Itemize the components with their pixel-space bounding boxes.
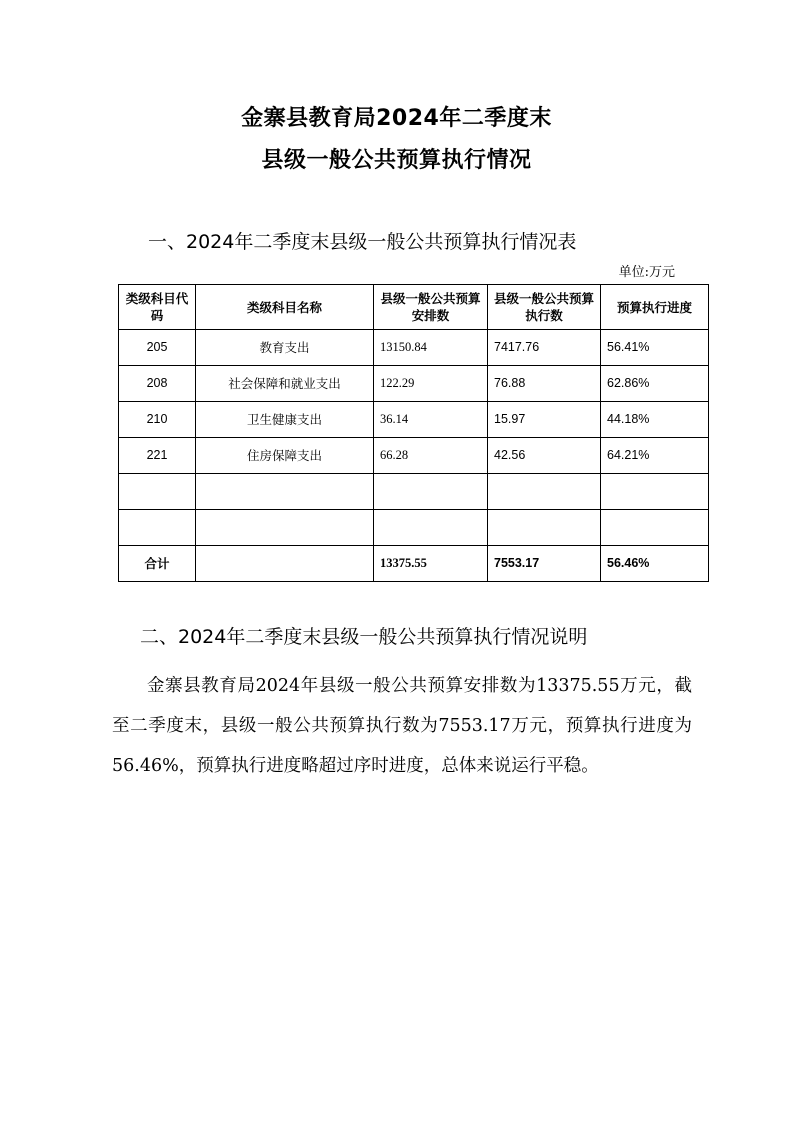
cell-progress: 64.21%: [601, 438, 709, 474]
table-header-row: [119, 285, 709, 330]
empty-cell: [119, 510, 196, 546]
cell-name: 卫生健康支出: [196, 402, 374, 438]
cell-executed: 76.88: [488, 366, 601, 402]
cell-budget: 13150.84: [374, 330, 488, 366]
cell-budget: 66.28: [374, 438, 488, 474]
empty-cell: [119, 474, 196, 510]
cell-progress: 56.41%: [601, 330, 709, 366]
empty-cell: [196, 546, 374, 582]
cell-executed: 15.97: [488, 402, 601, 438]
cell-code: 221: [119, 438, 196, 474]
explanation-text: [112, 666, 692, 786]
cell-code: 205: [119, 330, 196, 366]
header-code: 类级科目代码: [119, 285, 196, 330]
empty-cell: [601, 474, 709, 510]
empty-row: [119, 510, 709, 546]
empty-row: [119, 474, 709, 510]
cell-progress: 62.86%: [601, 366, 709, 402]
cell-code: 210: [119, 402, 196, 438]
section2-heading: 二、2024年二季度末县级一般公共预算执行情况说明: [140, 626, 588, 648]
cell-executed: 42.56: [488, 438, 601, 474]
cell-progress: 44.18%: [601, 402, 709, 438]
empty-cell: [488, 510, 601, 546]
section1-heading: 一、2024年二季度末县级一般公共预算执行情况表: [148, 231, 577, 253]
cell-name: 教育支出: [196, 330, 374, 366]
table-row: [119, 330, 709, 366]
empty-cell: [196, 510, 374, 546]
cell-budget: 122.29: [374, 366, 488, 402]
empty-cell: [374, 510, 488, 546]
empty-cell: [196, 474, 374, 510]
total-label: 合计: [119, 546, 196, 582]
header-progress: 预算执行进度: [601, 285, 709, 330]
cell-code: 208: [119, 366, 196, 402]
empty-cell: [374, 474, 488, 510]
document-title-line2: 县级一般公共预算执行情况: [261, 148, 532, 173]
header-executed: 县级一般公共预算执行数: [488, 285, 601, 330]
total-executed: 7553.17: [488, 546, 601, 582]
cell-name: 住房保障支出: [196, 438, 374, 474]
header-name: 类级科目名称: [196, 285, 374, 330]
document-title-line1: 金寨县教育局2024年二季度末: [241, 106, 552, 131]
cell-name: 社会保障和就业支出: [196, 366, 374, 402]
budget-table: [118, 284, 709, 582]
total-progress: 56.46%: [601, 546, 709, 582]
cell-executed: 7417.76: [488, 330, 601, 366]
empty-cell: [488, 474, 601, 510]
header-budget: 县级一般公共预算安排数: [374, 285, 488, 330]
total-budget: 13375.55: [374, 546, 488, 582]
total-row: [119, 546, 709, 582]
cell-budget: 36.14: [374, 402, 488, 438]
explanation-paragraph: 金寨县教育局2024年县级一般公共预算安排数为13375.55万元，截至二季度末，县级一般公共预算执行数为7553.17万元，预算执行进度为56.46%，预算执行进度略超过序时进度，总体来说运行平稳。: [112, 676, 692, 776]
table-row: [119, 438, 709, 474]
empty-cell: [601, 510, 709, 546]
unit-label: 单位:万元: [618, 265, 675, 280]
table-row: [119, 402, 709, 438]
table-row: [119, 366, 709, 402]
